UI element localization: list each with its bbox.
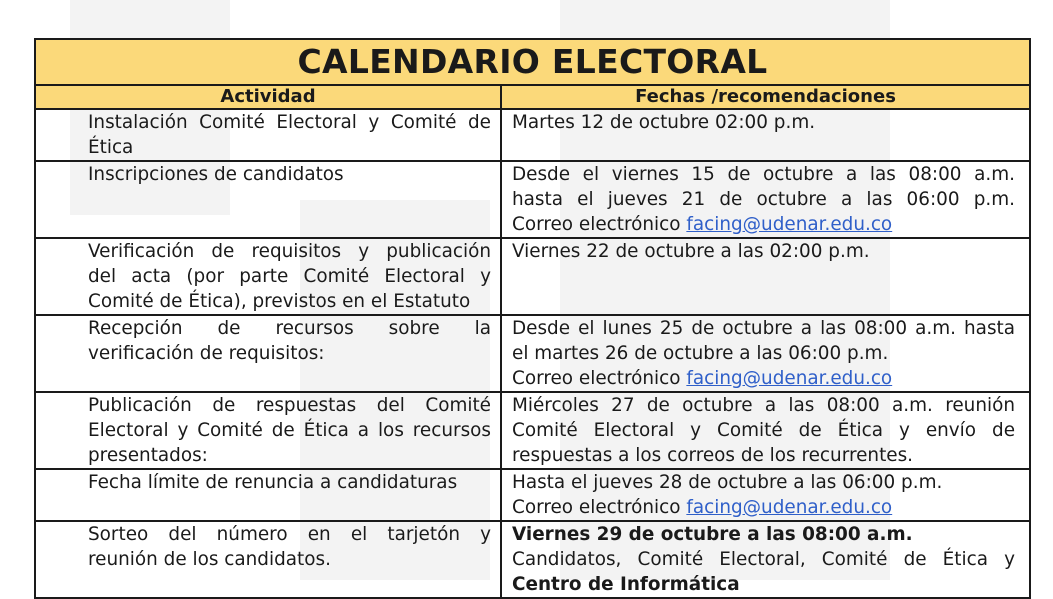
dates-cell: Martes 12 de octubre 02:00 p.m. [501, 109, 1030, 161]
dates-cell: Desde el lunes 25 de octubre a las 08:00 a.m. hasta el martes 26 de octubre a las 06:00 p.m. Correo electrónico facing@udenar.edu.co [501, 315, 1030, 392]
table-row [35, 392, 1030, 469]
activity-cell: Fecha límite de renuncia a candidaturas [35, 469, 501, 521]
column-header-activity: Actividad [35, 85, 501, 109]
table-row [35, 109, 1030, 161]
table-row [35, 315, 1030, 392]
dates-cell: Viernes 22 de octubre a las 02:00 p.m. [501, 238, 1030, 315]
dates-cell: Miércoles 27 de octubre a las 08:00 a.m. reunión Comité Electoral y Comité de Ética y envío de respuestas a los correos de los recurrentes. [501, 392, 1030, 469]
column-header-dates: Fechas /recomendaciones [501, 85, 1030, 109]
activity-cell: Inscripciones de candidatos [35, 161, 501, 238]
email-link[interactable]: facing@udenar.edu.co [686, 214, 893, 235]
table-row [35, 161, 1030, 238]
activity-cell: Sorteo del número en el tarjetón y reunión de los candidatos. [35, 521, 501, 598]
activity-cell: Recepción de recursos sobre la verificación de requisitos: [35, 315, 501, 392]
dates-cell: Hasta el jueves 28 de octubre a las 06:00 p.m. Correo electrónico facing@udenar.edu.co [501, 469, 1030, 521]
email-link[interactable]: facing@udenar.edu.co [686, 497, 893, 518]
table-title: CALENDARIO ELECTORAL [35, 39, 1030, 85]
table-row [35, 238, 1030, 315]
activity-cell: Instalación Comité Electoral y Comité de Ética [35, 109, 501, 161]
electoral-calendar-table [34, 38, 1031, 599]
activity-cell: Publicación de respuestas del Comité Electoral y Comité de Ética a los recursos presentados: [35, 392, 501, 469]
table-row [35, 469, 1030, 521]
dates-cell: Desde el viernes 15 de octubre a las 08:00 a.m. hasta el jueves 21 de octubre a las 06:00 p.m. Correo electrónico facing@udenar.edu.co [501, 161, 1030, 238]
activity-cell: Verificación de requisitos y publicación del acta (por parte Comité Electoral y Comité de Ética), previstos en el Estatuto [35, 238, 501, 315]
dates-cell: Viernes 29 de octubre a las 08:00 a.m. Candidatos, Comité Electoral, Comité de Ética y Centro de Informática [501, 521, 1030, 598]
table-row [35, 521, 1030, 598]
email-link[interactable]: facing@udenar.edu.co [686, 368, 893, 389]
